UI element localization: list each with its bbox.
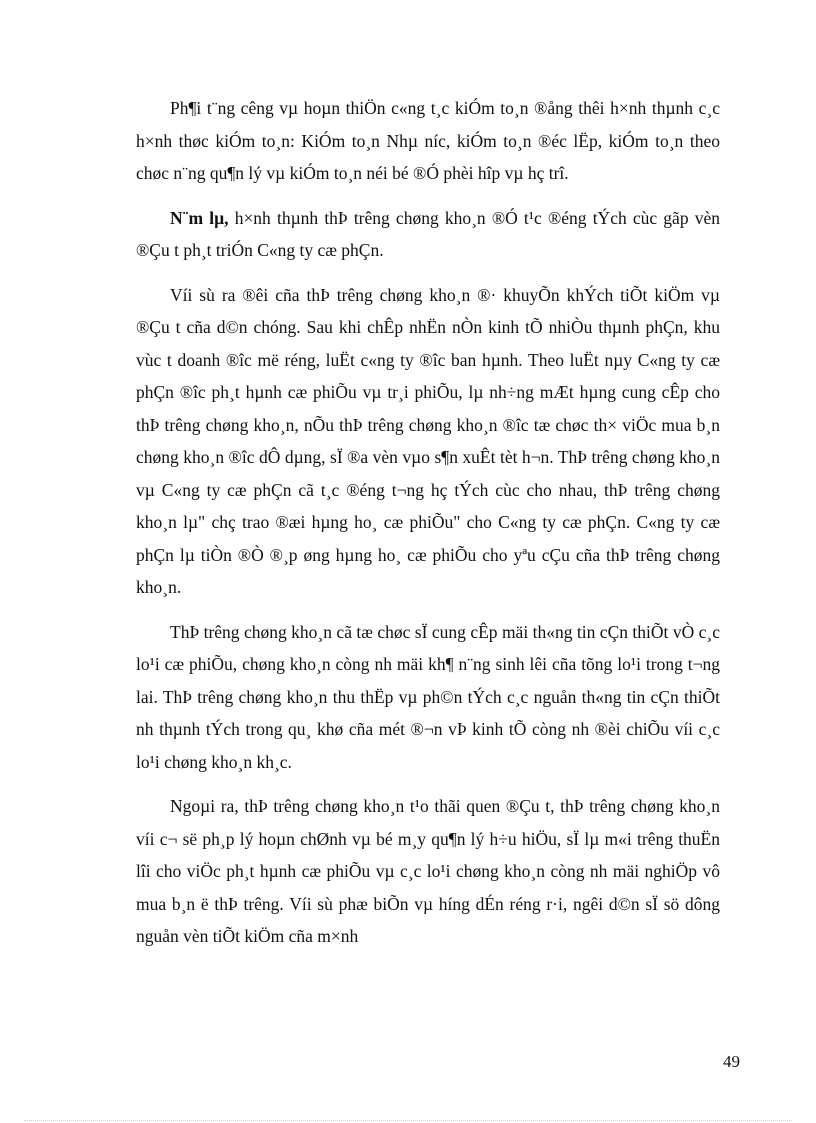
paragraph-3 xyxy=(136,279,720,604)
paragraph-4-text: ThÞ trêng chøng kho¸n cã tæ chøc sÏ cung cÊp mäi th«ng tin cÇn thiÕt vÒ c¸c lo¹i cæ phiÕu, chøng kho¸n còng nh mäi kh¶ n¨ng sinh lêi cña tõng lo¹i trong t¬ng lai. ThÞ trêng chøng kho¸n thu thËp vµ ph©n tÝch c¸c nguån th«ng tin cÇn thiÕt nh thµnh tÝch trong qu¸ khø cña mét ®¬n vÞ kinh tÕ còng nh ®èi chiÕu víi c¸c lo¹i chøng kho¸n kh¸c. xyxy=(136,621,720,772)
document-body xyxy=(136,92,720,965)
paragraph-1 xyxy=(136,92,720,190)
paragraph-1-text: Ph¶i t¨ng cêng vµ hoµn thiÖn c«ng t¸c kiÓm to¸n ®ång thêi h×nh thµnh c¸c h×nh thøc kiÓm to¸n: KiÓm to¸n Nhµ níc, kiÓm to¸n ®éc lËp, kiÓm to¸n theo chøc n¨ng qu¶n lý vµ kiÓm to¸n néi bé ®Ó phèi hîp vµ hç trî. xyxy=(136,98,720,183)
paragraph-2 xyxy=(136,202,720,267)
page-number: 49 xyxy=(723,1052,740,1071)
paragraph-5-text: Ngoµi ra, thÞ trêng chøng kho¸n t¹o thãi quen ®Çu t, thÞ trêng chøng kho¸n víi c¬ së ph¸p lý hoµn chØnh vµ bé m¸y qu¶n lý h÷u hiÖu, sÏ lµ m«i trêng thuËn lîi cho viÖc ph¸t hµnh cæ phiÕu vµ c¸c lo¹i chøng kho¸n còng nh mäi nghiÖp vô mua b¸n ë thÞ trêng. Víi sù phæ biÕn vµ híng dÉn réng r·i, ngêi d©n sÏ sö dông nguån vèn tiÕt kiÖm cña m×nh xyxy=(136,796,720,946)
paragraph-4 xyxy=(136,616,720,779)
paragraph-2-text: h×nh thµnh thÞ trêng chøng kho¸n ®Ó t¹c ®éng tÝch cùc gãp vèn ®Çu t ph¸t triÓn C«ng ty cæ phÇn. xyxy=(136,207,720,260)
footer-divider xyxy=(24,1120,792,1121)
paragraph-3-text: Víi sù ra ®êi cña thÞ trêng chøng kho¸n ®· khuyÕn khÝch tiÕt kiÖm vµ ®Çu t cña d©n chóng. Sau khi chÊp nhËn nÒn kinh tÕ nhiÒu thµnh phÇn, khu vùc t doanh ®îc më réng, luËt c«ng ty ®îc ban hµnh. Theo luËt nµy C«ng ty cæ phÇn ®îc ph¸t hµnh cæ phiÕu vµ tr¸i phiÕu, lµ nh÷ng mÆt hµng cung cÊp cho thÞ trêng chøng kho¸n, nÕu thÞ trêng chøng kho¸n ®îc tæ chøc th× viÖc mua b¸n chøng kho¸n ®îc dÔ dµng, sÏ ®a vèn vµo s¶n xuÊt tèt h¬n. ThÞ trêng chøng kho¸n vµ C«ng ty cæ phÇn cã t¸c ®éng t¬ng hç tÝch cùc cho nhau, thÞ trêng chøng kho¸n lµ" chç trao ®æi hµng ho¸ cæ phiÕu" cho C«ng ty cæ phÇn. C«ng ty cæ phÇn lµ tiÒn ®Ò ®¸p øng hµng ho¸ cæ phiÕu cho yªu cÇu cña thÞ trêng chøng kho¸n. xyxy=(136,284,720,597)
paragraph-2-lead: N¨m lµ, xyxy=(170,207,229,228)
paragraph-5 xyxy=(136,790,720,953)
